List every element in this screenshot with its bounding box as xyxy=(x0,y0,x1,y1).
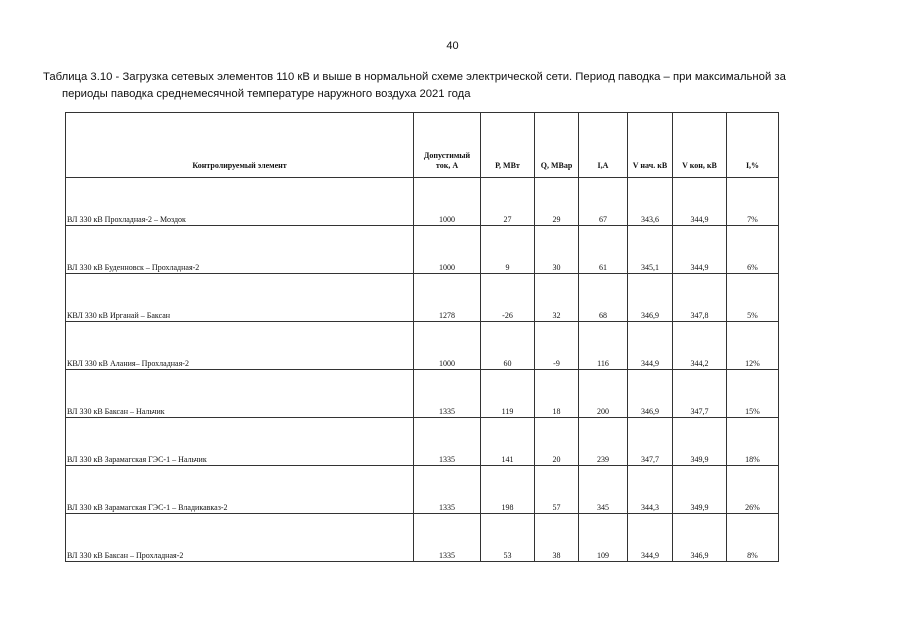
header-q: Q, МВар xyxy=(535,113,579,178)
cell-v-end: 344,9 xyxy=(673,178,727,226)
cell-p: 141 xyxy=(481,418,535,466)
cell-q: 32 xyxy=(535,274,579,322)
cell-q: 30 xyxy=(535,226,579,274)
table-row xyxy=(66,418,779,466)
cell-i-pct: 15% xyxy=(727,370,779,418)
table-row xyxy=(66,466,779,514)
cell-q: 20 xyxy=(535,418,579,466)
page-number: 40 xyxy=(446,40,459,52)
cell-q: 18 xyxy=(535,370,579,418)
cell-v-end: 346,9 xyxy=(673,514,727,562)
cell-v-end: 349,9 xyxy=(673,466,727,514)
cell-p: 198 xyxy=(481,466,535,514)
cell-v-end: 344,2 xyxy=(673,322,727,370)
cell-i: 116 xyxy=(579,322,628,370)
header-v-start: V нач. кВ xyxy=(628,113,673,178)
cell-element: ВЛ 330 кВ Зарамагская ГЭС-1 – Нальчик xyxy=(66,418,414,466)
cell-v-end: 349,9 xyxy=(673,418,727,466)
table-body xyxy=(66,178,779,562)
cell-v-start: 345,1 xyxy=(628,226,673,274)
cell-p: 9 xyxy=(481,226,535,274)
table-row xyxy=(66,178,779,226)
cell-q: 57 xyxy=(535,466,579,514)
table-row xyxy=(66,226,779,274)
cell-p: 119 xyxy=(481,370,535,418)
caption-line-2: периоды паводка среднемесячной температуре наружного воздуха 2021 года xyxy=(62,88,471,100)
cell-v-start: 344,3 xyxy=(628,466,673,514)
table-row xyxy=(66,514,779,562)
header-i-pct: I,% xyxy=(727,113,779,178)
cell-p: 27 xyxy=(481,178,535,226)
cell-element: ВЛ 330 кВ Прохладная-2 – Моздок xyxy=(66,178,414,226)
cell-v-start: 347,7 xyxy=(628,418,673,466)
table-header-row xyxy=(66,113,779,178)
table-row xyxy=(66,370,779,418)
cell-v-end: 344,9 xyxy=(673,226,727,274)
cell-i: 61 xyxy=(579,226,628,274)
cell-i: 239 xyxy=(579,418,628,466)
cell-q: 38 xyxy=(535,514,579,562)
cell-v-start: 346,9 xyxy=(628,370,673,418)
cell-v-start: 343,6 xyxy=(628,178,673,226)
cell-v-end: 347,8 xyxy=(673,274,727,322)
cell-i-pct: 18% xyxy=(727,418,779,466)
cell-p: -26 xyxy=(481,274,535,322)
cell-element: КВЛ 330 кВ Ирганай – Баксан xyxy=(66,274,414,322)
cell-allowed-current: 1335 xyxy=(414,418,481,466)
cell-i-pct: 12% xyxy=(727,322,779,370)
load-table xyxy=(65,112,779,562)
cell-i-pct: 7% xyxy=(727,178,779,226)
cell-allowed-current: 1335 xyxy=(414,466,481,514)
caption-line-1: Таблица 3.10 - Загрузка сетевых элементов 110 кВ и выше в нормальной схеме электрической сети. Период паводка – при максимальной за xyxy=(43,71,786,83)
cell-p: 53 xyxy=(481,514,535,562)
table-row xyxy=(66,322,779,370)
cell-allowed-current: 1000 xyxy=(414,322,481,370)
cell-element: КВЛ 330 кВ Алания– Прохладная-2 xyxy=(66,322,414,370)
cell-i: 67 xyxy=(579,178,628,226)
header-v-end: V кон, кВ xyxy=(673,113,727,178)
cell-i-pct: 8% xyxy=(727,514,779,562)
table-caption xyxy=(43,69,843,103)
cell-q: -9 xyxy=(535,322,579,370)
header-p: Р, МВт xyxy=(481,113,535,178)
header-element: Контролируемый элемент xyxy=(66,113,414,178)
cell-allowed-current: 1000 xyxy=(414,178,481,226)
cell-i: 200 xyxy=(579,370,628,418)
cell-i-pct: 6% xyxy=(727,226,779,274)
cell-allowed-current: 1000 xyxy=(414,226,481,274)
cell-i-pct: 5% xyxy=(727,274,779,322)
cell-allowed-current: 1335 xyxy=(414,514,481,562)
cell-element: ВЛ 330 кВ Баксан – Прохладная-2 xyxy=(66,514,414,562)
cell-v-start: 344,9 xyxy=(628,322,673,370)
cell-allowed-current: 1335 xyxy=(414,370,481,418)
cell-q: 29 xyxy=(535,178,579,226)
cell-i: 68 xyxy=(579,274,628,322)
cell-i: 345 xyxy=(579,466,628,514)
cell-v-end: 347,7 xyxy=(673,370,727,418)
cell-i: 109 xyxy=(579,514,628,562)
table-row xyxy=(66,274,779,322)
cell-v-start: 346,9 xyxy=(628,274,673,322)
cell-i-pct: 26% xyxy=(727,466,779,514)
cell-element: ВЛ 330 кВ Зарамагская ГЭС-1 – Владикавказ-2 xyxy=(66,466,414,514)
cell-p: 60 xyxy=(481,322,535,370)
cell-v-start: 344,9 xyxy=(628,514,673,562)
cell-allowed-current: 1278 xyxy=(414,274,481,322)
cell-element: ВЛ 330 кВ Буденновск – Прохладная-2 xyxy=(66,226,414,274)
header-allowed-current: Допустимый ток, А xyxy=(414,113,481,178)
cell-element: ВЛ 330 кВ Баксан – Нальчик xyxy=(66,370,414,418)
header-i: I,А xyxy=(579,113,628,178)
